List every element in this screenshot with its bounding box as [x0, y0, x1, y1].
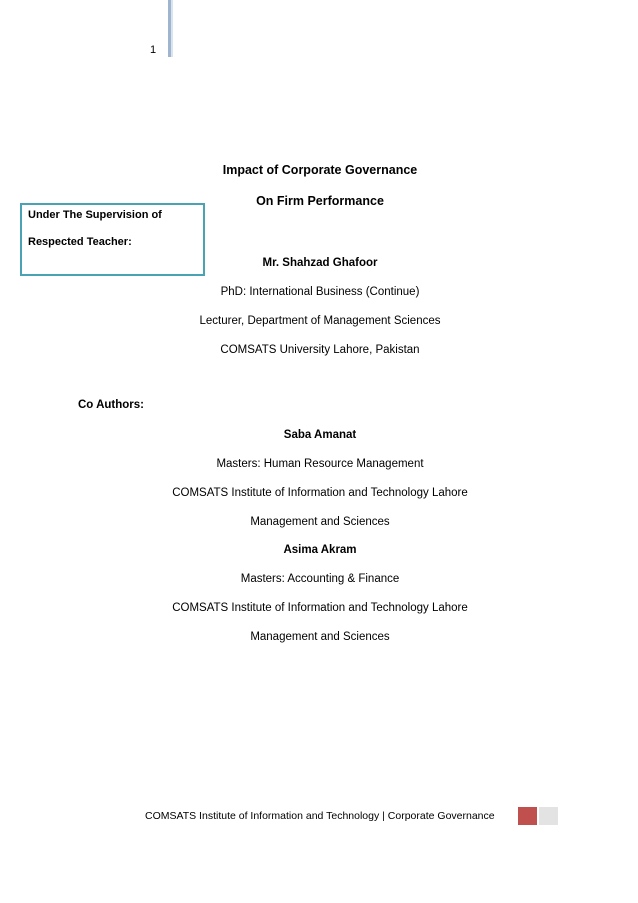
author-name: Asima Akram	[283, 544, 357, 556]
author-department: Management and Sciences	[250, 516, 390, 528]
respected-teacher-label: Respected Teacher:	[28, 236, 132, 248]
supervisor-position: Lecturer, Department of Management Sciences	[199, 315, 441, 327]
author-degree: Masters: Human Resource Management	[216, 458, 424, 470]
footer-text: COMSATS Institute of Information and Technology | Corporate Governance	[145, 810, 495, 822]
author-institution: COMSATS Institute of Information and Technology Lahore	[172, 602, 468, 614]
author-degree: Masters: Accounting & Finance	[240, 573, 400, 585]
footer-secondary-block	[539, 807, 558, 825]
paper-title-line1: Impact of Corporate Governance	[222, 163, 418, 177]
author-name: Saba Amanat	[283, 429, 357, 441]
footer-accent-block	[518, 807, 537, 825]
author-institution: COMSATS Institute of Information and Technology Lahore	[172, 487, 468, 499]
header-rule-shadow	[171, 0, 173, 57]
author-department: Management and Sciences	[250, 631, 390, 643]
coauthors-heading: Co Authors:	[78, 399, 145, 411]
supervision-label: Under The Supervision of	[28, 209, 162, 221]
paper-title-line2: On Firm Performance	[256, 194, 384, 208]
page-number: 1	[150, 44, 157, 56]
supervisor-name: Mr. Shahzad Ghafoor	[262, 257, 378, 269]
supervisor-degree: PhD: International Business (Continue)	[220, 286, 420, 298]
supervisor-institution: COMSATS University Lahore, Pakistan	[220, 344, 420, 356]
